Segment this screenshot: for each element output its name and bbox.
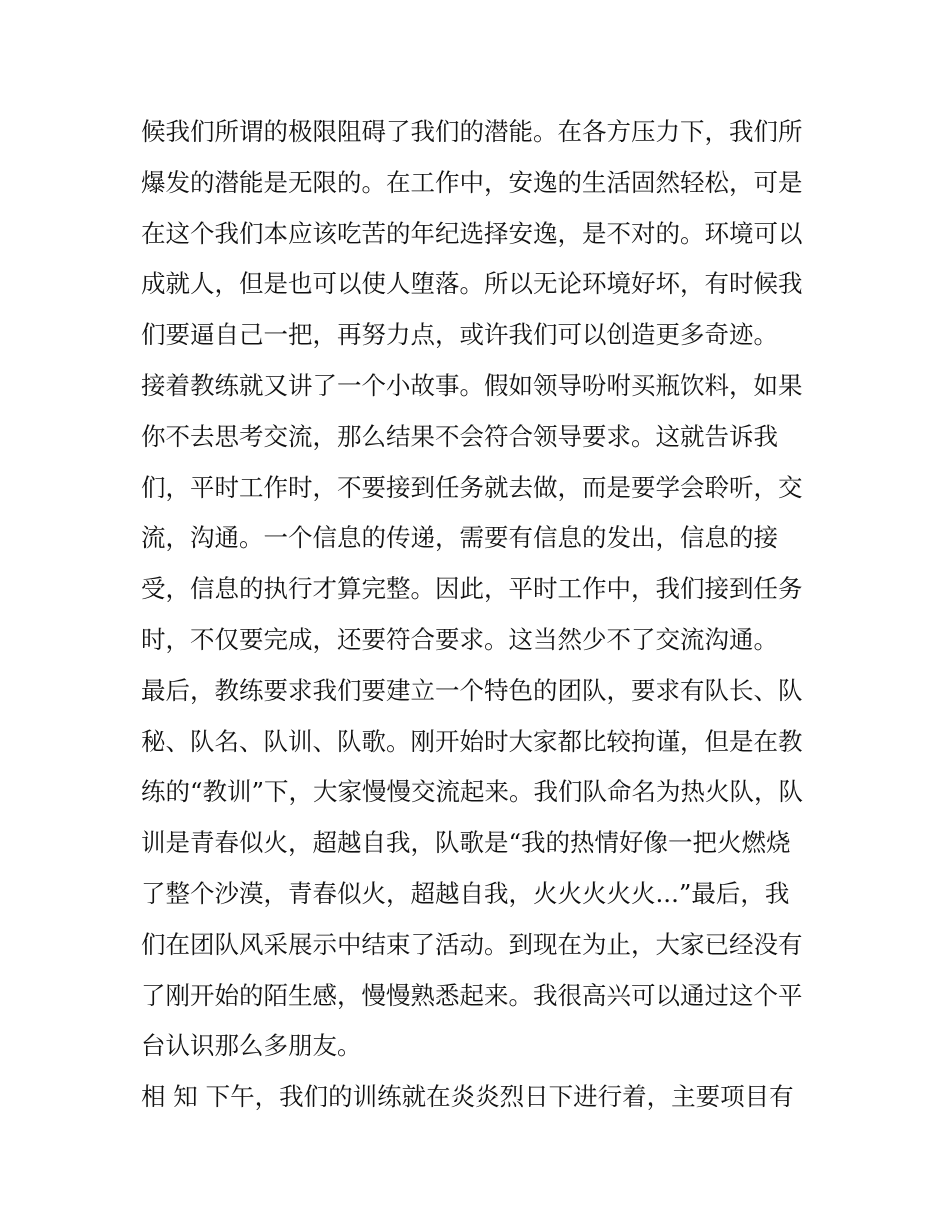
text-line: 你不去思考交流，那么结果不会符合领导要求。这就告诉我 [141, 421, 778, 451]
text-line: 了刚开始的陌生感，慢慢熟悉起来。我很高兴可以通过这个平 [141, 980, 803, 1010]
text-line: 们在团队风采展示中结束了活动。到现在为止，大家已经没有 [141, 929, 803, 959]
text-line: 候我们所谓的极限阻碍了我们的潜能。在各方压力下，我们所 [141, 117, 803, 146]
text-line: 秘、队名、队训、队歌。刚开始时大家都比较拘谨，但是在教 [141, 726, 803, 756]
text-line: 们，平时工作时，不要接到任务就去做，而是要学会聆听，交 [141, 472, 803, 502]
text-line: 受，信息的执行才算完整。因此，平时工作中，我们接到任务 [141, 574, 803, 604]
text-line: 了整个沙漠，青春似火，超越自我，火火火火火...”最后，我 [141, 878, 790, 908]
text-line: 流，沟通。一个信息的传递，需要有信息的发出，信息的接 [141, 523, 778, 553]
text-line: 在这个我们本应该吃苦的年纪选择安逸，是不对的。环境可以 [141, 218, 803, 248]
text-line: 训是青春似火，超越自我，队歌是“我的热情好像一把火燃烧 [141, 828, 791, 858]
text-line: 爆发的潜能是无限的。在工作中，安逸的生活固然轻松，可是 [141, 167, 803, 197]
text-line: 时，不仅要完成，还要符合要求。这当然少不了交流沟通。 [141, 624, 778, 654]
text-line: 接着教练就又讲了一个小故事。假如领导吩咐买瓶饮料，如果 [141, 370, 803, 400]
text-line: 们要逼自己一把，再努力点，或许我们可以创造更多奇迹。 [141, 320, 778, 350]
body-text [141, 107, 821, 1123]
text-line: 台认识那么多朋友。 [141, 1031, 362, 1061]
text-line: 练的“教训”下，大家慢慢交流起来。我们队命名为热火队，队 [141, 777, 804, 807]
text-line: 最后，教练要求我们要建立一个特色的团队，要求有队长、队 [141, 675, 803, 705]
text-line: 相 知 下午，我们的训练就在炎炎烈日下进行着，主要项目有 [141, 1082, 794, 1112]
text-line: 成就人，但是也可以使人堕落。所以无论环境好坏，有时候我 [141, 269, 803, 299]
